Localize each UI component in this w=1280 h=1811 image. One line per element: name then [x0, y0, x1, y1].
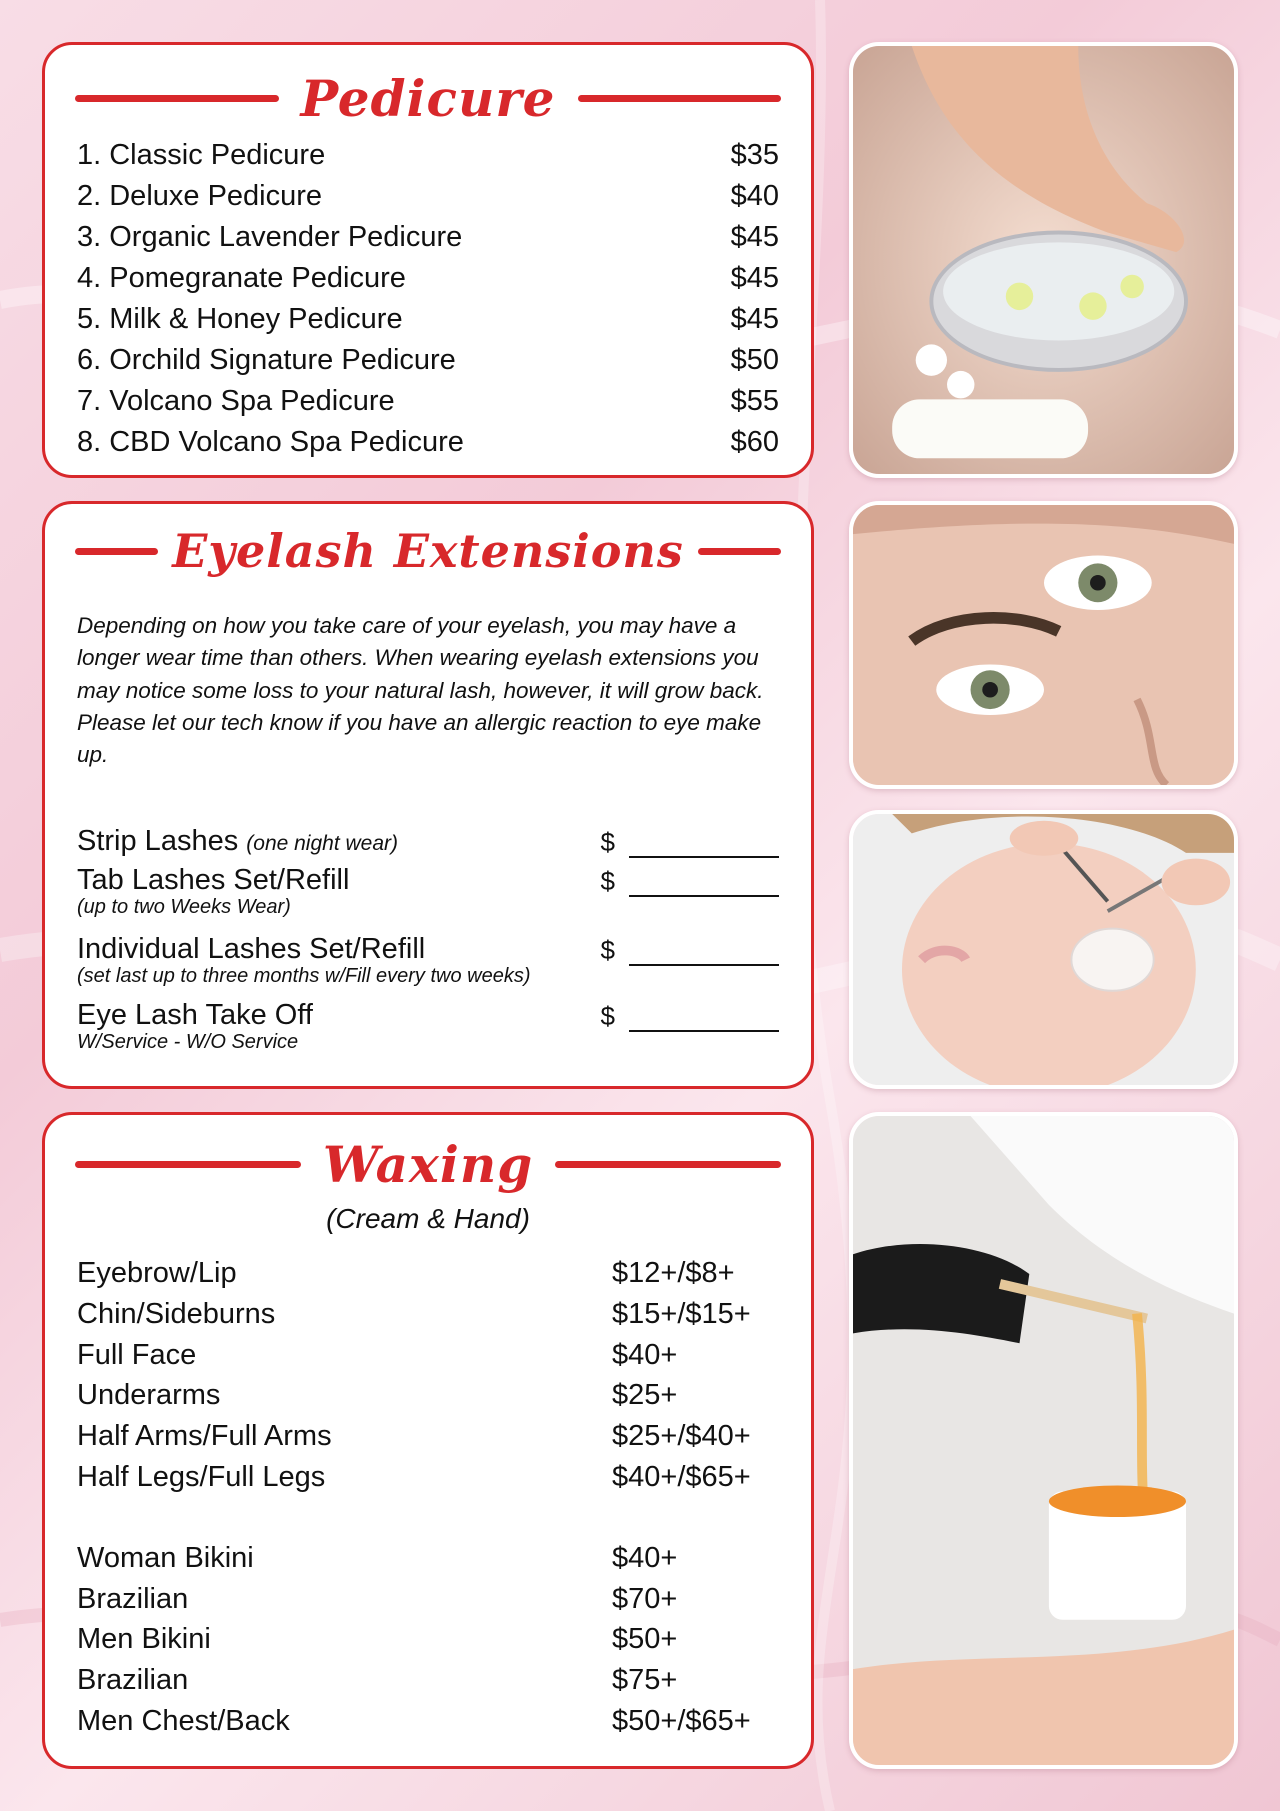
price-blank — [601, 1001, 779, 1032]
service-price: $45 — [730, 303, 779, 335]
waxing-subtitle: (Cream & Hand) — [326, 1203, 530, 1234]
service-subnote: (up to two Weeks Wear) — [77, 896, 291, 918]
service-name: Tab Lashes Set/Refill — [77, 864, 350, 896]
service-note: (one night wear) — [246, 832, 399, 855]
list-item — [77, 1619, 779, 1660]
eyelash-title-row — [75, 524, 781, 578]
currency-symbol: $ — [600, 866, 615, 896]
service-name: 1. Classic Pedicure — [77, 139, 326, 171]
list-item — [77, 299, 779, 340]
title-rule-right — [698, 548, 781, 555]
list-item — [77, 999, 779, 1053]
list-item — [77, 217, 779, 258]
eyelash-description-paragraph-2: Please let our tech know if you have an allergic reaction to eye make up. — [77, 709, 762, 768]
price-fill-line — [629, 834, 779, 858]
service-price: $40 — [730, 180, 779, 212]
service-price: $60 — [730, 426, 779, 458]
list-item — [77, 1579, 779, 1620]
list-item — [77, 1416, 779, 1457]
eyelash-description-paragraph-1: Depending on how you take care of your eyelash, you may have a longer wear time than others. When wearing eyelash extensions you may notice some loss to your natural lash, however, it will grow back. — [77, 613, 764, 703]
list-item — [77, 933, 779, 987]
pedicure-price-list — [77, 135, 779, 463]
waxing-photo — [849, 1112, 1238, 1769]
list-item — [77, 340, 779, 381]
price-blank — [601, 935, 779, 966]
service-price: $50+/$65+ — [612, 1704, 751, 1737]
service-name: Half Arms/Full Arms — [77, 1420, 332, 1453]
price-blank — [601, 827, 779, 858]
service-name: 8. CBD Volcano Spa Pedicure — [77, 426, 464, 458]
list-item — [77, 422, 779, 463]
price-fill-line — [629, 942, 779, 966]
eyelash-title: Eyelash Extensions — [172, 524, 684, 578]
list-item — [77, 864, 779, 918]
service-name: Men Chest/Back — [77, 1704, 290, 1737]
pedicure-card — [42, 42, 814, 478]
service-price: $40+ — [612, 1541, 678, 1574]
service-name: Eye Lash Take Off — [77, 999, 313, 1031]
pedicure-title-row — [75, 69, 781, 128]
title-rule-left — [75, 548, 158, 555]
service-price: $50 — [730, 344, 779, 376]
service-name: 2. Deluxe Pedicure — [77, 180, 323, 212]
list-item — [77, 135, 779, 176]
list-item — [77, 176, 779, 217]
group-spacer — [77, 1498, 779, 1538]
title-rule-left — [75, 95, 279, 102]
service-price: $45 — [730, 262, 779, 294]
list-item — [77, 1660, 779, 1701]
service-name: Brazilian — [77, 1664, 189, 1697]
service-price: $50+ — [612, 1623, 678, 1656]
service-name: 4. Pomegranate Pedicure — [77, 262, 406, 294]
service-price: $40+ — [612, 1338, 678, 1371]
eyelash-photo — [849, 501, 1238, 789]
service-name: Half Legs/Full Legs — [77, 1460, 326, 1493]
service-name: 7. Volcano Spa Pedicure — [77, 385, 395, 417]
list-item — [77, 258, 779, 299]
currency-symbol: $ — [600, 935, 615, 965]
service-name: 6. Orchild Signature Pedicure — [77, 344, 456, 376]
service-name: Men Bikini — [77, 1623, 211, 1656]
list-item — [77, 825, 779, 860]
service-name: Underarms — [77, 1379, 221, 1412]
service-price: $75+ — [612, 1664, 678, 1697]
service-name: Woman Bikini — [77, 1541, 254, 1574]
title-rule-left — [75, 1161, 301, 1168]
service-name: Strip Lashes — [77, 825, 239, 857]
price-blank — [601, 866, 779, 897]
service-price: $12+/$8+ — [612, 1257, 735, 1289]
service-name: 5. Milk & Honey Pedicure — [77, 303, 403, 335]
service-name: Full Face — [77, 1338, 197, 1371]
list-item — [77, 1538, 779, 1579]
service-price: $25+ — [612, 1379, 678, 1412]
waxing-card — [42, 1112, 814, 1769]
pedicure-photo — [849, 42, 1238, 478]
price-fill-line — [629, 1008, 779, 1032]
service-name: Chin/Sideburns — [77, 1297, 276, 1330]
price-fill-line — [629, 873, 779, 897]
service-price: $55 — [730, 385, 779, 417]
pedicure-title: Pedicure — [300, 69, 556, 128]
waxing-title-row — [75, 1135, 781, 1194]
title-rule-right — [578, 95, 782, 102]
service-price: $25+/$40+ — [612, 1420, 751, 1453]
service-name: Individual Lashes Set/Refill — [77, 933, 426, 965]
eyelash-card — [42, 501, 814, 1089]
lash-application-photo — [849, 810, 1238, 1089]
waxing-title: Waxing — [322, 1135, 534, 1194]
service-price: $70+ — [612, 1582, 678, 1615]
service-name: 3. Organic Lavender Pedicure — [77, 221, 463, 253]
service-price: $35 — [730, 139, 779, 171]
service-price: $15+/$15+ — [612, 1297, 751, 1330]
list-item — [77, 1457, 779, 1498]
service-name: Brazilian — [77, 1582, 189, 1615]
currency-symbol: $ — [600, 1001, 615, 1031]
list-item — [77, 381, 779, 422]
currency-symbol: $ — [600, 827, 615, 857]
list-item — [77, 1294, 779, 1335]
waxing-price-list — [77, 1253, 779, 1742]
service-subnote: (set last up to three months w/Fill every two weeks) — [77, 965, 531, 987]
list-item — [77, 1253, 779, 1294]
list-item — [77, 1375, 779, 1416]
service-subnote: W/Service - W/O Service — [77, 1031, 299, 1053]
list-item — [77, 1701, 779, 1742]
list-item — [77, 1335, 779, 1376]
eyelash-description — [77, 610, 791, 771]
service-price: $40+/$65+ — [612, 1460, 751, 1493]
service-price: $45 — [730, 221, 779, 253]
service-name: Eyebrow/Lip — [77, 1257, 237, 1289]
title-rule-right — [555, 1161, 781, 1168]
